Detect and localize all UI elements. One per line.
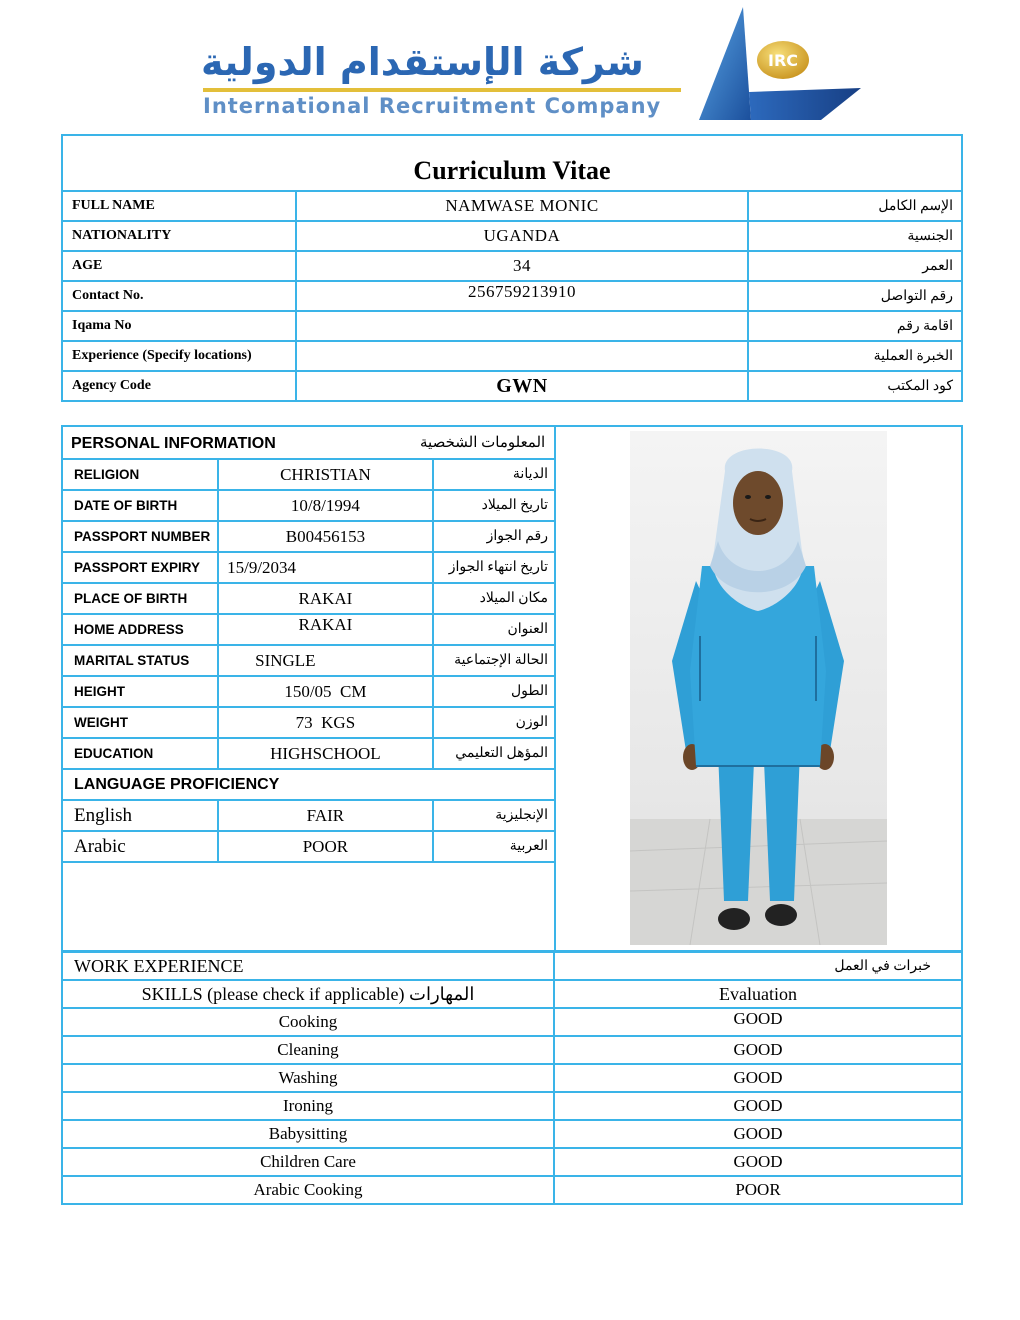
place-of-birth-value: RAKAI: [218, 583, 433, 614]
table-row: [62, 952, 962, 980]
skill-evaluation: GOOD: [554, 1064, 962, 1092]
table-row: [62, 1120, 962, 1148]
experience-arabic: الخبرة العملية: [748, 341, 962, 371]
table-row: [62, 371, 962, 401]
passport-number-value: B00456153: [218, 521, 433, 552]
skills-column-header: SKILLS (please check if applicable) المهارات: [62, 980, 554, 1008]
evaluation-column-header: Evaluation: [554, 980, 962, 1008]
height-value: 150/05 CM: [218, 676, 433, 707]
logo-emblem-icon: [691, 2, 871, 127]
marital-status-label: MARITAL STATUS: [63, 645, 218, 676]
skill-evaluation: GOOD: [554, 1092, 962, 1120]
iqama-label: Iqama No: [62, 311, 296, 341]
education-label: EDUCATION: [63, 738, 218, 769]
skill-evaluation: GOOD: [554, 1148, 962, 1176]
nationality-value: UGANDA: [296, 221, 748, 251]
work-experience-heading: WORK EXPERIENCE: [62, 952, 554, 980]
full-name-arabic: الإسم الكامل: [748, 191, 962, 221]
passport-number-label: PASSPORT NUMBER: [63, 521, 218, 552]
place-of-birth-arabic: مكان الميلاد: [433, 583, 556, 614]
table-row: [63, 831, 556, 862]
nationality-label: NATIONALITY: [62, 221, 296, 251]
place-of-birth-label: PLACE OF BIRTH: [63, 583, 218, 614]
passport-expiry-label: PASSPORT EXPIRY: [63, 552, 218, 583]
cv-summary-table: [61, 134, 963, 402]
table-row: [63, 490, 556, 521]
height-label: HEIGHT: [63, 676, 218, 707]
agency-code-arabic: كود المكتب: [748, 371, 962, 401]
skill-evaluation: GOOD: [554, 1008, 962, 1036]
table-row: [62, 1036, 962, 1064]
language-arabic-arabic: العربية: [433, 831, 556, 862]
table-row: [63, 738, 556, 769]
education-value: HIGHSCHOOL: [218, 738, 433, 769]
age-arabic: العمر: [748, 251, 962, 281]
skill-evaluation: GOOD: [554, 1120, 962, 1148]
table-row: [62, 1092, 962, 1120]
language-english-value: FAIR: [218, 800, 433, 831]
weight-label: WEIGHT: [63, 707, 218, 738]
language-arabic-label: Arabic: [63, 831, 218, 862]
table-row: [62, 1008, 962, 1036]
personal-info-heading-arabic: المعلومات الشخصية: [420, 435, 546, 451]
table-row: [62, 1176, 962, 1204]
dob-arabic: تاريخ الميلاد: [433, 490, 556, 521]
passport-expiry-arabic: تاريخ انتهاء الجواز: [433, 552, 556, 583]
skill-name: Arabic Cooking: [62, 1176, 554, 1204]
skill-name: Washing: [62, 1064, 554, 1092]
contact-arabic: رقم التواصل: [748, 281, 962, 311]
logo-english-text: International Recruitment Company: [203, 94, 662, 118]
experience-label: Experience (Specify locations): [62, 341, 296, 371]
dob-value: 10/8/1994: [218, 490, 433, 521]
agency-code-value: GWN: [296, 371, 748, 401]
cv-title: Curriculum Vitae: [62, 135, 962, 191]
table-row: [62, 311, 962, 341]
weight-value: 73 KGS: [218, 707, 433, 738]
table-row: [63, 583, 556, 614]
table-row: [63, 769, 556, 800]
table-row: [62, 341, 962, 371]
skill-name: Ironing: [62, 1092, 554, 1120]
logo-arabic-text: شركة الإستقدام الدولية: [201, 40, 644, 84]
logo-badge-text: IRC: [767, 51, 799, 70]
table-row: [63, 800, 556, 831]
table-row: [63, 521, 556, 552]
home-address-arabic: العنوان: [433, 614, 556, 645]
iqama-arabic: اقامة رقم: [748, 311, 962, 341]
applicant-photo: [630, 431, 887, 945]
skill-evaluation: GOOD: [554, 1036, 962, 1064]
height-arabic: الطول: [433, 676, 556, 707]
marital-status-value: SINGLE: [218, 645, 433, 676]
table-row: [63, 614, 556, 645]
language-proficiency-heading: LANGUAGE PROFICIENCY: [63, 769, 556, 800]
weight-arabic: الوزن: [433, 707, 556, 738]
personal-info-heading: PERSONAL INFORMATION: [71, 435, 276, 452]
religion-value: CHRISTIAN: [218, 459, 433, 490]
company-logo: [195, 2, 875, 130]
table-row: [63, 645, 556, 676]
age-value: 34: [296, 251, 748, 281]
full-name-label: FULL NAME: [62, 191, 296, 221]
passport-number-arabic: رقم الجواز: [433, 521, 556, 552]
passport-expiry-value: 15/9/2034: [218, 552, 433, 583]
nationality-arabic: الجنسية: [748, 221, 962, 251]
skill-name: Babysitting: [62, 1120, 554, 1148]
table-row: [62, 251, 962, 281]
logo-gold-rule: [203, 88, 681, 92]
dob-label: DATE OF BIRTH: [63, 490, 218, 521]
education-arabic: المؤهل التعليمي: [433, 738, 556, 769]
skill-name: Cleaning: [62, 1036, 554, 1064]
table-row: [62, 1148, 962, 1176]
home-address-value: RAKAI: [218, 614, 433, 645]
work-experience-table: [61, 951, 963, 1205]
language-english-label: English: [63, 800, 218, 831]
iqama-value: [296, 311, 748, 341]
skill-evaluation: POOR: [554, 1176, 962, 1204]
agency-code-label: Agency Code: [62, 371, 296, 401]
personal-info-table: [63, 458, 556, 863]
religion-label: RELIGION: [63, 459, 218, 490]
table-row: [63, 459, 556, 490]
experience-value: [296, 341, 748, 371]
table-row: [62, 281, 962, 311]
table-row: [63, 676, 556, 707]
full-name-value: NAMWASE MONIC: [296, 191, 748, 221]
table-row: [62, 1064, 962, 1092]
contact-label: Contact No.: [62, 281, 296, 311]
work-experience-heading-arabic: خبرات في العمل: [554, 952, 962, 980]
skill-name: Cooking: [62, 1008, 554, 1036]
age-label: AGE: [62, 251, 296, 281]
home-address-label: HOME ADDRESS: [63, 614, 218, 645]
table-row: [63, 552, 556, 583]
language-arabic-value: POOR: [218, 831, 433, 862]
table-row: [62, 221, 962, 251]
contact-value: 256759213910: [296, 281, 748, 311]
table-row: [63, 707, 556, 738]
skill-name: Children Care: [62, 1148, 554, 1176]
marital-status-arabic: الحالة الإجتماعية: [433, 645, 556, 676]
table-row: [62, 980, 962, 1008]
language-english-arabic: الإنجليزية: [433, 800, 556, 831]
table-row: [62, 191, 962, 221]
religion-arabic: الديانة: [433, 459, 556, 490]
